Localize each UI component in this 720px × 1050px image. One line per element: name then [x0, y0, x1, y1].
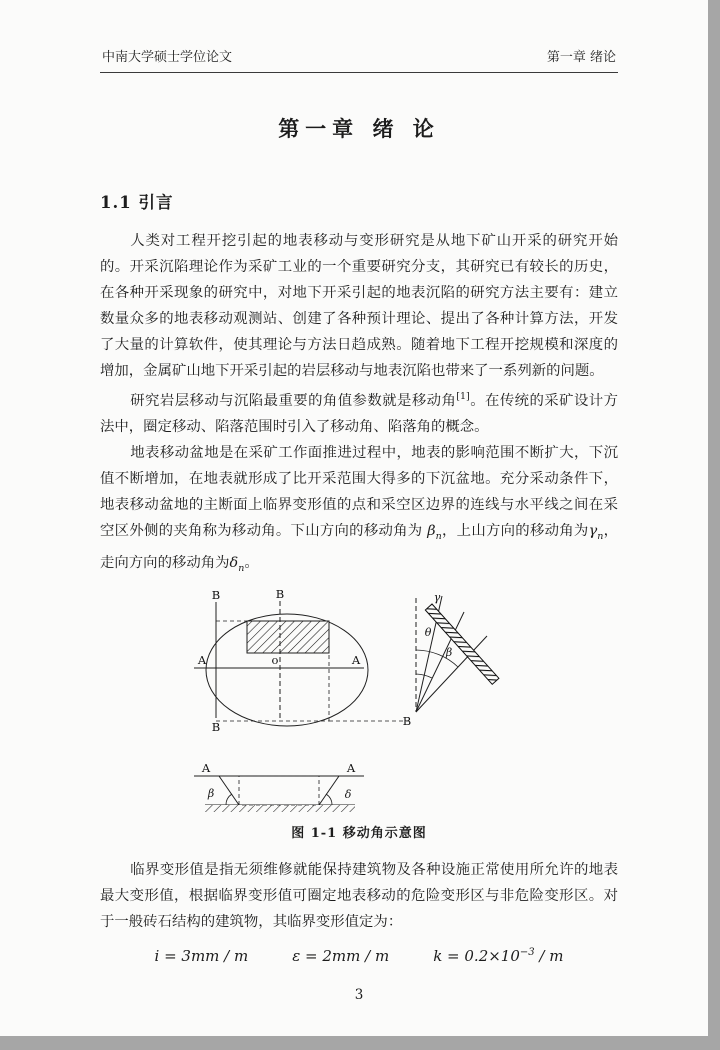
mined-area-hatched — [247, 621, 329, 653]
critical-deformation-formula — [100, 947, 618, 965]
paragraph-intro: 人类对工程开挖引起的地表移动与变形研究是从地下矿山开采的研究开始的。开采沉陷理论作为采矿工业的一个重要研究分支，其研究已有较长的历史，在各种开采现象的研究中，对地下开采引起的地表沉陷的研究方法主要有：建立数量众多的地表移动观测站、创建了各种预计理论、提出了各种计算方法，开发了大量的计算软件，使其理论与方法日趋成熟。随着地下工程开挖规模和深度的增加，金属矿山地下开采引起的岩层移动与地表沉陷也带来了一系列新的问题。 — [100, 233, 618, 379]
paragraph-3-d: 。 — [244, 554, 259, 571]
angle-arc-right — [326, 794, 332, 805]
label-B-bottom-left: B — [211, 719, 221, 734]
movement-boundary-left — [219, 776, 239, 805]
goaf-section-dashed — [239, 776, 319, 805]
label-theta: θ — [424, 625, 432, 639]
gamma-subscript: n — [597, 530, 604, 542]
formula-epsilon: ε = 2mm / m — [292, 946, 390, 965]
label-B-top-left: B — [211, 587, 221, 602]
beta-symbol: β — [427, 522, 436, 539]
formula-k — [433, 947, 563, 965]
delta-subscript: n — [238, 562, 245, 574]
label-beta2: β — [207, 786, 215, 800]
label-o-center: o — [271, 652, 279, 667]
figure-caption: 图 1-1 移动角示意图 — [291, 825, 427, 841]
formula-k-unit: / m — [534, 946, 564, 965]
paragraph-3-a: 地表移动盆地是在采矿工作面推进过程中，地表的影响范围不断扩大，下沉值不断增加，在地表就形成了比开采范围大得多的下沉盆地。充分采动条件下，地表移动盆地的主断面上临界变形值的点和采空区边界的连线与水平线之间在采空区外侧的夹角称为移动角。下山方向的移动角为 — [100, 444, 618, 539]
delta-symbol: δ — [229, 554, 239, 571]
label-A-right: A — [351, 652, 361, 667]
paragraph-3-c: ，走向方向的移动角为 — [100, 522, 618, 571]
header-left-text: 中南大学硕士学位论文 — [102, 50, 233, 65]
paragraph-angle-params — [100, 384, 618, 440]
beta-subscript: n — [435, 530, 442, 542]
gamma-symbol: γ — [588, 522, 598, 539]
section-heading: 1.1 引言 — [100, 193, 174, 212]
formula-k-exponent: −3 — [519, 946, 535, 958]
paragraph-2-text: 研究岩层移动与沉陷最重要的角值参数就是移动角 — [130, 392, 457, 409]
label-A-left: A — [197, 652, 207, 667]
label-delta: δ — [344, 787, 352, 801]
ground-hatching — [205, 805, 355, 812]
angle-arc-left — [226, 794, 232, 805]
page-number: 3 — [354, 986, 364, 1003]
movement-boundary-right — [319, 776, 339, 805]
chapter-title: 第一章 绪 论 — [278, 116, 440, 141]
paragraph-3-b: ，上山方向的移动角为 — [441, 522, 589, 539]
label-A2-right: A — [346, 760, 356, 775]
label-A2-left: A — [201, 760, 211, 775]
label-gamma: γ — [433, 590, 441, 604]
paragraph-critical-deformation: 临界变形值是指无须维修就能保持建筑物及各种设施正常使用所允许的地表最大变形值，根据临界变形值可圈定地表移动的危险变形区与非危险变形区。对于一般砖石结构的建筑物，其临界变形值定为： — [100, 861, 618, 930]
formula-i: i = 3mm / m — [154, 946, 249, 965]
figure-1-1 — [100, 588, 618, 841]
paragraph-basin — [100, 440, 618, 582]
formula-k-base: k = 0.2×10 — [433, 946, 520, 965]
label-B-right: B — [402, 713, 412, 728]
label-beta: β — [445, 645, 453, 659]
header-right-text: 第一章 绪论 — [546, 50, 616, 65]
paragraph-2-rest: 。在传统的采矿设计方法中，圈定移动、陷落范围时引入了移动角、陷落角的概念。 — [100, 392, 618, 435]
movement-angle-diagram — [149, 588, 569, 820]
citation-ref: [1] — [456, 391, 470, 402]
page-header — [100, 46, 618, 73]
label-B-top-mid: B — [275, 587, 285, 601]
